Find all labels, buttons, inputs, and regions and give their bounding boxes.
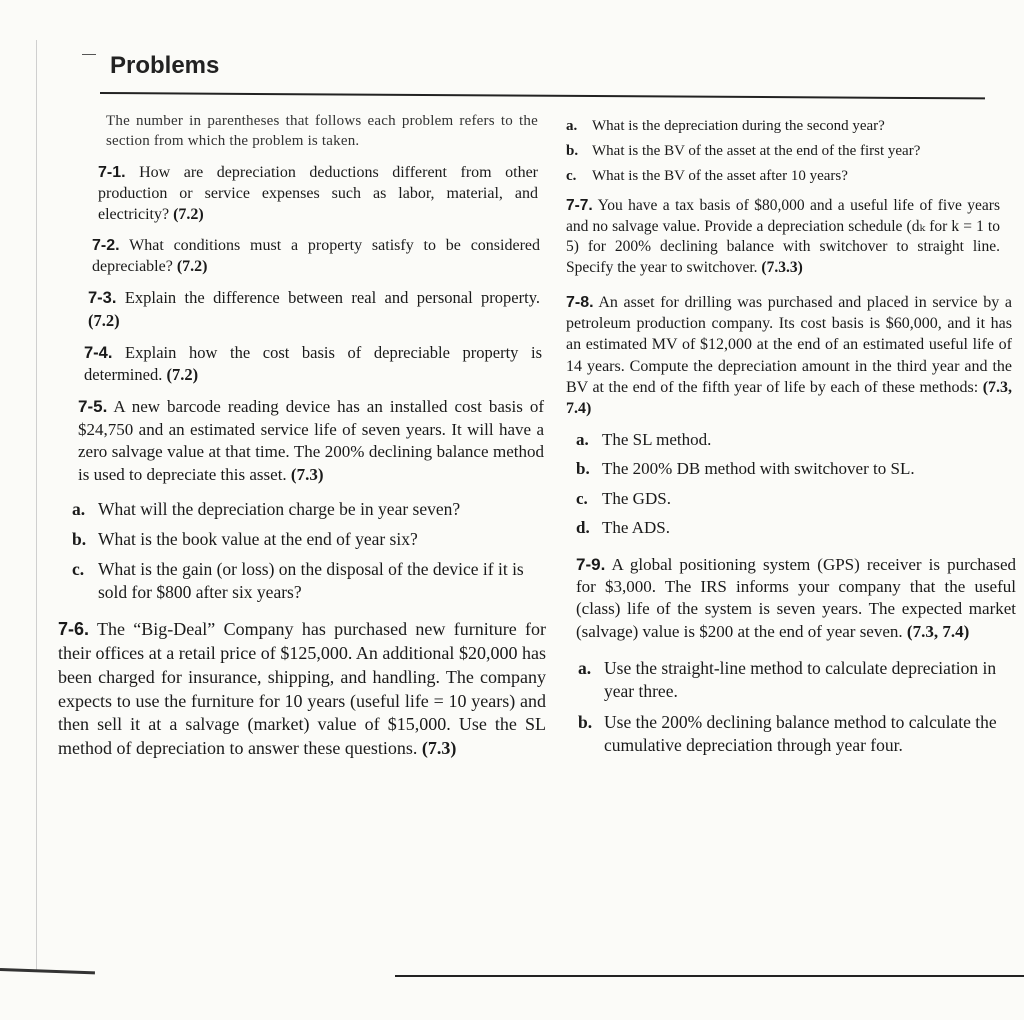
problem-text: A new barcode reading device has an installed cost basis of $24,750 and an estimated service life of seven years. It will have a zero salvage value at that time. The 200% declining balance method is used to depreciate this asset. [78, 397, 544, 484]
part-text: The ADS. [602, 518, 670, 538]
problem-7-9 [576, 554, 1016, 644]
section-ref: (7.2) [88, 310, 120, 330]
part-text: What is the depreciation during the second year? [592, 118, 885, 134]
problem-number: 7-3. [88, 289, 117, 308]
problem-number: 7-4. [84, 343, 113, 362]
part-label: b. [566, 142, 579, 159]
problem-7-6-parts [566, 117, 1024, 186]
part-text: Use the 200% declining balance method to calculate the cumulative depreciation through year four. [604, 711, 997, 755]
part-text: The 200% DB method with switchover to SL. [602, 459, 915, 479]
right-column [566, 117, 1024, 764]
problem-7-6 [58, 618, 546, 761]
title-rule [100, 92, 985, 99]
problem-text: Explain the difference between real and personal property. [124, 288, 541, 308]
problem-7-5-parts [72, 498, 548, 604]
section-ref: (7.2) [173, 205, 204, 223]
section-ref: (7.3.3) [761, 258, 803, 276]
part-label: a. [566, 118, 578, 134]
list-item [576, 517, 1024, 539]
dash-mark [82, 54, 96, 55]
part-label: a. [578, 658, 592, 679]
problem-text: You have a tax basis of $80,000 and a useful life of five years and no salvage value. Provide a depreciation schedule (dₖ for k = 1 to 5) for 200% declining balance with switchover to straight line. Specify the year to switchover. [566, 197, 1000, 276]
part-text: What is the gain (or loss) on the disposal of the device if it is sold for $800 after six years? [98, 559, 524, 603]
list-item [578, 657, 1016, 703]
problem-text: What conditions must a property satisfy to be considered depreciable? [92, 236, 540, 276]
problem-text: How are depreciation deductions different from other production or service expenses such as labor, material, and electricity? [98, 163, 539, 223]
page-title: Problems [110, 52, 220, 79]
part-label: c. [566, 167, 577, 184]
list-item [576, 429, 1024, 451]
section-ref: (7.3) [290, 464, 324, 484]
part-text: The SL method. [602, 429, 712, 449]
part-text: What is the book value at the end of year six? [98, 529, 418, 550]
problem-7-7 [566, 196, 1000, 278]
problem-7-9-parts [578, 657, 1016, 756]
problem-7-2 [92, 235, 540, 277]
part-text: What is the BV of the asset after 10 years? [592, 167, 848, 184]
problem-7-4 [84, 342, 542, 387]
problem-number: 7-2. [92, 236, 120, 254]
list-item [566, 167, 1024, 187]
part-text: The GDS. [602, 488, 671, 508]
section-ref: (7.3, 7.4) [906, 621, 970, 641]
part-label: a. [576, 429, 589, 449]
part-label: b. [72, 529, 87, 550]
problem-text: An asset for drilling was purchased and placed in service by a petroleum production company. Its cost basis is $60,000, and it has an estimated MV of $12,000 at the end of an estimated useful life of 14 years. Compute the depreciation amount in the third year and the BV at the end of the fifth year of life by each of these methods: [566, 294, 1012, 396]
section-ref: (7.2) [176, 258, 208, 276]
part-label: c. [576, 488, 588, 508]
problem-text: Explain how the cost basis of depreciable property is determined. [84, 342, 543, 385]
part-text: Use the straight-line method to calculate depreciation in year three. [604, 658, 997, 702]
problem-number: 7-7. [566, 197, 593, 215]
left-column [58, 112, 548, 771]
bottom-rule-left [0, 968, 95, 974]
problem-7-5 [78, 396, 544, 486]
problem-7-8-parts [576, 429, 1024, 540]
list-item [566, 117, 1024, 137]
intro-text: The number in parentheses that follows each problem refers to the section from which the problem is taken. [106, 113, 538, 149]
part-label: a. [72, 498, 86, 519]
list-item [72, 528, 548, 551]
part-text: What will the depreciation charge be in year seven? [98, 498, 461, 519]
section-ref: (7.2) [166, 365, 199, 385]
part-label: c. [72, 559, 85, 580]
problem-7-1 [98, 162, 538, 225]
list-item [576, 458, 1024, 480]
list-item [566, 142, 1024, 162]
bottom-rule-right [395, 975, 1024, 977]
list-item [72, 498, 548, 521]
problem-number: 7-1. [98, 163, 126, 181]
section-ref: (7.3, 7.4) [566, 378, 1013, 417]
list-item [576, 488, 1024, 510]
problem-text: A global positioning system (GPS) receiver is purchased for $3,000. The IRS informs your company that the useful (class) life of the system is seven years. The expected market (salvage) value is $200 at the end of year seven. [576, 554, 1016, 641]
problem-number: 7-5. [78, 397, 108, 417]
part-label: b. [576, 459, 590, 479]
list-item [72, 558, 548, 604]
section-ref: (7.3) [421, 738, 457, 759]
part-label: d. [576, 518, 590, 538]
part-text: What is the BV of the asset at the end of the first year? [592, 142, 921, 159]
page-margin-line [36, 40, 37, 970]
list-item [578, 711, 1016, 757]
problem-number: 7-6. [58, 619, 90, 640]
part-label: b. [578, 711, 593, 732]
problem-number: 7-9. [576, 554, 606, 574]
problem-number: 7-8. [566, 294, 594, 312]
problem-7-3 [88, 287, 540, 332]
problem-7-8 [566, 292, 1012, 419]
problem-text: The “Big-Deal” Company has purchased new furniture for their offices at a retail price of $125,000. An additional $20,000 has been charged for insurance, shipping, and handling. The company expects to use the furniture for 10 years (useful life = 10 years) and then sell it at a salvage (market) value of $15,000. Use the SL method of depreciation to answer these questions. [58, 619, 546, 759]
